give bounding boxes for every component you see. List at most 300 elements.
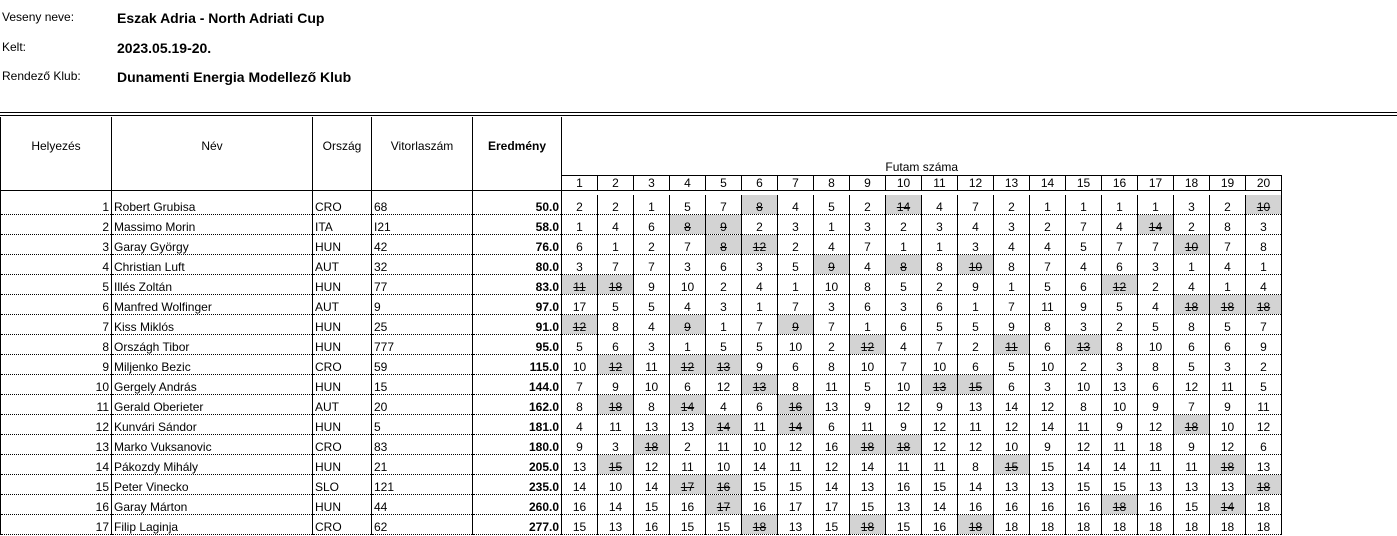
country-cell: HUN [313, 375, 372, 395]
sail-number-cell: 15 [372, 375, 473, 395]
race-score: 14 [598, 495, 634, 515]
race-score: 15 [742, 475, 778, 495]
race-score: 12 [958, 435, 994, 455]
race-score: 1 [886, 235, 922, 255]
race-score: 15 [1066, 475, 1102, 495]
race-score: 1 [814, 215, 850, 235]
name-cell: Robert Grubisa [112, 195, 313, 215]
race-score: 6 [922, 295, 958, 315]
discarded-race-score: 13 [742, 375, 778, 395]
name-cell: Illés Zoltán [112, 275, 313, 295]
race-score: 3 [922, 215, 958, 235]
race-score: 7 [1174, 395, 1210, 415]
rank-cell: 3 [1, 235, 112, 255]
race-score: 9 [1102, 415, 1138, 435]
race-score: 9 [1030, 435, 1066, 455]
discarded-race-score: 12 [850, 335, 886, 355]
race-score: 5 [1138, 315, 1174, 335]
table-row [1, 515, 1282, 535]
race-score: 11 [1066, 415, 1102, 435]
results-body [1, 195, 1282, 535]
race-score: 1 [778, 275, 814, 295]
race-score: 17 [562, 295, 598, 315]
race-score: 3 [634, 335, 670, 355]
table-row [1, 195, 1282, 215]
race-score: 8 [778, 375, 814, 395]
race-score: 5 [958, 315, 994, 335]
result-cell: 162.0 [473, 395, 562, 415]
race-score: 6 [994, 375, 1030, 395]
race-score: 3 [850, 215, 886, 235]
race-score: 6 [742, 395, 778, 415]
race-score: 2 [634, 235, 670, 255]
race-score: 7 [850, 235, 886, 255]
result-cell: 50.0 [473, 195, 562, 215]
race-score: 12 [922, 415, 958, 435]
race-score: 4 [1030, 235, 1066, 255]
race-score: 2 [598, 195, 634, 215]
race-score: 13 [562, 455, 598, 475]
race-score: 4 [814, 235, 850, 255]
result-cell: 83.0 [473, 275, 562, 295]
race-score: 3 [1030, 375, 1066, 395]
race-score: 12 [1030, 395, 1066, 415]
name-cell: Gerald Oberieter [112, 395, 313, 415]
race-score: 18 [1138, 435, 1174, 455]
race-score: 10 [850, 355, 886, 375]
race-number: 4 [670, 176, 706, 191]
race-number: 1 [562, 176, 598, 191]
discarded-race-score: 18 [1210, 455, 1246, 475]
race-score: 13 [598, 515, 634, 535]
race-score: 5 [1066, 235, 1102, 255]
race-score: 13 [994, 475, 1030, 495]
discarded-race-score: 16 [706, 475, 742, 495]
race-score: 3 [1246, 215, 1282, 235]
race-score: 10 [814, 275, 850, 295]
rank-cell: 5 [1, 275, 112, 295]
race-score: 3 [1210, 355, 1246, 375]
race-score: 7 [886, 355, 922, 375]
race-score: 3 [958, 235, 994, 255]
race-score: 6 [850, 295, 886, 315]
country-cell: HUN [313, 495, 372, 515]
discarded-race-score: 18 [634, 435, 670, 455]
race-score: 4 [562, 415, 598, 435]
discarded-race-score: 14 [778, 415, 814, 435]
race-score: 5 [886, 275, 922, 295]
country-cell: HUN [313, 275, 372, 295]
discarded-race-score: 13 [706, 355, 742, 375]
race-score: 13 [1246, 455, 1282, 475]
race-number: 6 [742, 176, 778, 191]
race-score: 11 [958, 415, 994, 435]
race-number: 14 [1030, 176, 1066, 191]
race-score: 13 [1174, 475, 1210, 495]
race-score: 7 [1030, 255, 1066, 275]
race-score: 11 [778, 455, 814, 475]
race-score: 4 [850, 255, 886, 275]
discarded-race-score: 18 [598, 275, 634, 295]
race-score: 12 [706, 375, 742, 395]
race-score: 6 [1174, 335, 1210, 355]
race-number: 7 [778, 176, 814, 191]
result-cell: 95.0 [473, 335, 562, 355]
discarded-race-score: 9 [670, 315, 706, 335]
rank-cell: 14 [1, 455, 112, 475]
discarded-race-score: 8 [742, 195, 778, 215]
race-score: 8 [1138, 355, 1174, 375]
race-score: 10 [994, 435, 1030, 455]
discarded-race-score: 17 [670, 475, 706, 495]
header-divider [0, 112, 1397, 113]
race-score: 18 [1246, 515, 1282, 535]
race-score: 9 [634, 275, 670, 295]
race-score: 5 [1246, 375, 1282, 395]
discarded-race-score: 14 [670, 395, 706, 415]
race-score: 10 [778, 335, 814, 355]
race-score: 8 [850, 275, 886, 295]
race-score: 3 [778, 215, 814, 235]
race-score: 16 [634, 515, 670, 535]
race-score: 3 [598, 435, 634, 455]
race-score: 11 [706, 435, 742, 455]
race-number: 16 [1102, 176, 1138, 191]
rank-cell: 6 [1, 295, 112, 315]
discarded-race-score: 8 [706, 235, 742, 255]
race-score: 10 [1102, 395, 1138, 415]
discarded-race-score: 18 [1246, 295, 1282, 315]
race-score: 11 [1210, 375, 1246, 395]
discarded-race-score: 15 [958, 375, 994, 395]
col-country: Ország [313, 117, 372, 176]
race-score: 13 [1210, 475, 1246, 495]
race-score: 16 [1066, 495, 1102, 515]
race-score: 2 [1030, 215, 1066, 235]
race-score: 2 [922, 275, 958, 295]
discarded-race-score: 8 [670, 215, 706, 235]
race-score: 15 [562, 515, 598, 535]
race-score: 11 [1030, 295, 1066, 315]
race-score: 16 [958, 495, 994, 515]
race-score: 15 [634, 495, 670, 515]
rank-cell: 16 [1, 495, 112, 515]
race-score: 8 [1066, 395, 1102, 415]
race-score: 10 [670, 275, 706, 295]
race-score: 2 [814, 335, 850, 355]
race-score: 1 [634, 195, 670, 215]
rank-cell: 12 [1, 415, 112, 435]
race-score: 2 [562, 195, 598, 215]
race-score: 1 [706, 315, 742, 335]
race-score: 16 [994, 495, 1030, 515]
sail-number-cell: 62 [372, 515, 473, 535]
race-score: 12 [778, 435, 814, 455]
race-score: 15 [1102, 475, 1138, 495]
discarded-race-score: 18 [598, 395, 634, 415]
discarded-race-score: 18 [1210, 295, 1246, 315]
sail-number-cell: 44 [372, 495, 473, 515]
race-score: 15 [850, 495, 886, 515]
race-score: 16 [922, 515, 958, 535]
rank-cell: 11 [1, 395, 112, 415]
result-cell: 76.0 [473, 235, 562, 255]
race-number: 15 [1066, 176, 1102, 191]
race-score: 7 [1102, 235, 1138, 255]
race-score: 7 [598, 255, 634, 275]
country-cell: CRO [313, 435, 372, 455]
race-score: 11 [634, 355, 670, 375]
name-cell: Gergely András [112, 375, 313, 395]
race-score: 2 [958, 335, 994, 355]
race-number: 12 [958, 176, 994, 191]
race-score: 2 [994, 195, 1030, 215]
race-score: 9 [1210, 395, 1246, 415]
race-score: 5 [670, 195, 706, 215]
race-score: 11 [814, 375, 850, 395]
race-score: 18 [1066, 515, 1102, 535]
race-score: 1 [1030, 195, 1066, 215]
race-score: 15 [706, 515, 742, 535]
race-score: 3 [1066, 315, 1102, 335]
race-score: 4 [886, 335, 922, 355]
rank-cell: 7 [1, 315, 112, 335]
race-score: 14 [994, 395, 1030, 415]
race-score: 12 [886, 395, 922, 415]
race-score: 2 [778, 235, 814, 255]
race-score: 5 [598, 295, 634, 315]
discarded-race-score: 16 [778, 395, 814, 415]
discarded-race-score: 12 [562, 315, 598, 335]
race-score: 1 [922, 235, 958, 255]
event-club-label: Rendező Klub: [2, 69, 81, 83]
discarded-race-score: 11 [994, 335, 1030, 355]
race-score: 16 [886, 475, 922, 495]
race-score: 4 [1138, 295, 1174, 315]
race-score: 11 [922, 455, 958, 475]
race-score: 5 [706, 335, 742, 355]
race-score: 1 [1246, 255, 1282, 275]
race-score: 10 [1066, 375, 1102, 395]
race-score: 10 [634, 375, 670, 395]
race-number: 2 [598, 176, 634, 191]
col-rank: Helyezés [1, 117, 112, 176]
race-score: 2 [1246, 355, 1282, 375]
race-score: 8 [634, 395, 670, 415]
result-cell: 97.0 [473, 295, 562, 315]
country-cell: CRO [313, 515, 372, 535]
race-score: 9 [850, 395, 886, 415]
country-cell: ITA [313, 215, 372, 235]
col-result: Eredmény [473, 117, 562, 176]
race-score: 2 [1102, 315, 1138, 335]
race-score: 5 [1174, 355, 1210, 375]
event-name-label: Veseny neve: [2, 10, 75, 24]
discarded-race-score: 12 [1102, 275, 1138, 295]
race-score: 7 [1246, 315, 1282, 335]
race-score: 6 [634, 215, 670, 235]
name-cell: Filip Laginja [112, 515, 313, 535]
discarded-race-score: 11 [562, 275, 598, 295]
race-score: 11 [850, 415, 886, 435]
country-cell: AUT [313, 255, 372, 275]
race-score: 1 [1174, 255, 1210, 275]
race-score: 13 [634, 415, 670, 435]
race-score: 10 [886, 375, 922, 395]
race-score: 9 [1138, 395, 1174, 415]
race-score: 6 [778, 355, 814, 375]
race-score: 8 [814, 355, 850, 375]
table-row [1, 295, 1282, 315]
race-score: 5 [814, 195, 850, 215]
event-date-label: Kelt: [2, 40, 27, 54]
result-cell: 91.0 [473, 315, 562, 335]
result-cell: 180.0 [473, 435, 562, 455]
discarded-race-score: 12 [598, 355, 634, 375]
discarded-race-score: 10 [958, 255, 994, 275]
header-divider-second [0, 115, 1397, 116]
race-score: 1 [742, 295, 778, 315]
race-score: 16 [670, 495, 706, 515]
discarded-race-score: 14 [1138, 215, 1174, 235]
race-score: 18 [1174, 515, 1210, 535]
race-score: 5 [850, 375, 886, 395]
race-score: 7 [634, 255, 670, 275]
race-score: 6 [814, 415, 850, 435]
race-score: 1 [670, 335, 706, 355]
rank-cell: 8 [1, 335, 112, 355]
race-score: 13 [1138, 475, 1174, 495]
race-number: 10 [886, 176, 922, 191]
name-cell: Marko Vuksanovic [112, 435, 313, 455]
race-score: 14 [814, 475, 850, 495]
race-score: 13 [778, 515, 814, 535]
race-score: 13 [670, 415, 706, 435]
result-cell: 80.0 [473, 255, 562, 275]
country-cell: SLO [313, 475, 372, 495]
discarded-race-score: 18 [1102, 495, 1138, 515]
race-score: 15 [1174, 495, 1210, 515]
race-score: 12 [814, 455, 850, 475]
event-date: 2023.05.19-20. [117, 40, 212, 56]
race-score: 7 [562, 375, 598, 395]
table-row [1, 255, 1282, 275]
race-score: 11 [886, 455, 922, 475]
race-score: 5 [922, 315, 958, 335]
race-score: 2 [670, 435, 706, 455]
race-score: 14 [958, 475, 994, 495]
name-cell: Kiss Miklós [112, 315, 313, 335]
rank-cell: 4 [1, 255, 112, 275]
sail-number-cell: 9 [372, 295, 473, 315]
race-score: 7 [1210, 235, 1246, 255]
race-score: 8 [958, 455, 994, 475]
sail-number-cell: 121 [372, 475, 473, 495]
discarded-race-score: 18 [850, 515, 886, 535]
race-score: 5 [562, 335, 598, 355]
race-score: 12 [1246, 415, 1282, 435]
table-row [1, 235, 1282, 255]
result-cell: 260.0 [473, 495, 562, 515]
race-score: 5 [1210, 315, 1246, 335]
race-score: 10 [1138, 335, 1174, 355]
table-row [1, 355, 1282, 375]
discarded-race-score: 10 [1246, 195, 1282, 215]
rank-cell: 1 [1, 195, 112, 215]
race-score: 8 [562, 395, 598, 415]
race-score: 8 [994, 255, 1030, 275]
race-score: 11 [1102, 435, 1138, 455]
race-score: 2 [742, 215, 778, 235]
race-score: 12 [1174, 375, 1210, 395]
table-row [1, 395, 1282, 415]
race-score: 12 [994, 415, 1030, 435]
discarded-race-score: 9 [706, 215, 742, 235]
race-score: 2 [706, 275, 742, 295]
discarded-race-score: 18 [958, 515, 994, 535]
race-score: 18 [994, 515, 1030, 535]
race-number: 5 [706, 176, 742, 191]
event-name: Eszak Adria - North Adriati Cup [117, 10, 325, 26]
discarded-race-score: 18 [1174, 295, 1210, 315]
name-cell: Manfred Wolfinger [112, 295, 313, 315]
result-cell: 58.0 [473, 215, 562, 235]
country-cell: HUN [313, 235, 372, 255]
discarded-race-score: 13 [922, 375, 958, 395]
race-score: 7 [778, 295, 814, 315]
race-score: 17 [814, 495, 850, 515]
race-score: 6 [1030, 335, 1066, 355]
race-score: 4 [670, 295, 706, 315]
race-number: 13 [994, 176, 1030, 191]
race-score: 1 [598, 235, 634, 255]
race-score: 16 [1138, 495, 1174, 515]
race-score: 7 [742, 315, 778, 335]
race-score: 9 [886, 415, 922, 435]
result-cell: 115.0 [473, 355, 562, 375]
sail-number-cell: 83 [372, 435, 473, 455]
header-row [1, 117, 1282, 176]
race-score: 2 [850, 195, 886, 215]
race-score: 14 [850, 455, 886, 475]
race-score: 15 [778, 475, 814, 495]
race-score: 12 [1210, 435, 1246, 455]
country-cell: AUT [313, 395, 372, 415]
race-score: 9 [598, 375, 634, 395]
race-score: 9 [742, 355, 778, 375]
race-score: 6 [598, 335, 634, 355]
table-row [1, 375, 1282, 395]
rank-cell: 17 [1, 515, 112, 535]
race-number: 18 [1174, 176, 1210, 191]
discarded-race-score: 18 [886, 435, 922, 455]
race-score: 8 [1246, 235, 1282, 255]
race-score: 7 [922, 335, 958, 355]
race-score: 4 [706, 395, 742, 415]
result-cell: 235.0 [473, 475, 562, 495]
name-cell: Pákozdy Mihály [112, 455, 313, 475]
race-score: 6 [886, 315, 922, 335]
rank-cell: 15 [1, 475, 112, 495]
country-cell: HUN [313, 415, 372, 435]
race-score: 3 [706, 295, 742, 315]
race-score: 1 [562, 215, 598, 235]
race-score: 11 [1138, 455, 1174, 475]
discarded-race-score: 10 [1174, 235, 1210, 255]
discarded-race-score: 8 [886, 255, 922, 275]
name-cell: Miljenko Bezic [112, 355, 313, 375]
race-score: 8 [1102, 335, 1138, 355]
